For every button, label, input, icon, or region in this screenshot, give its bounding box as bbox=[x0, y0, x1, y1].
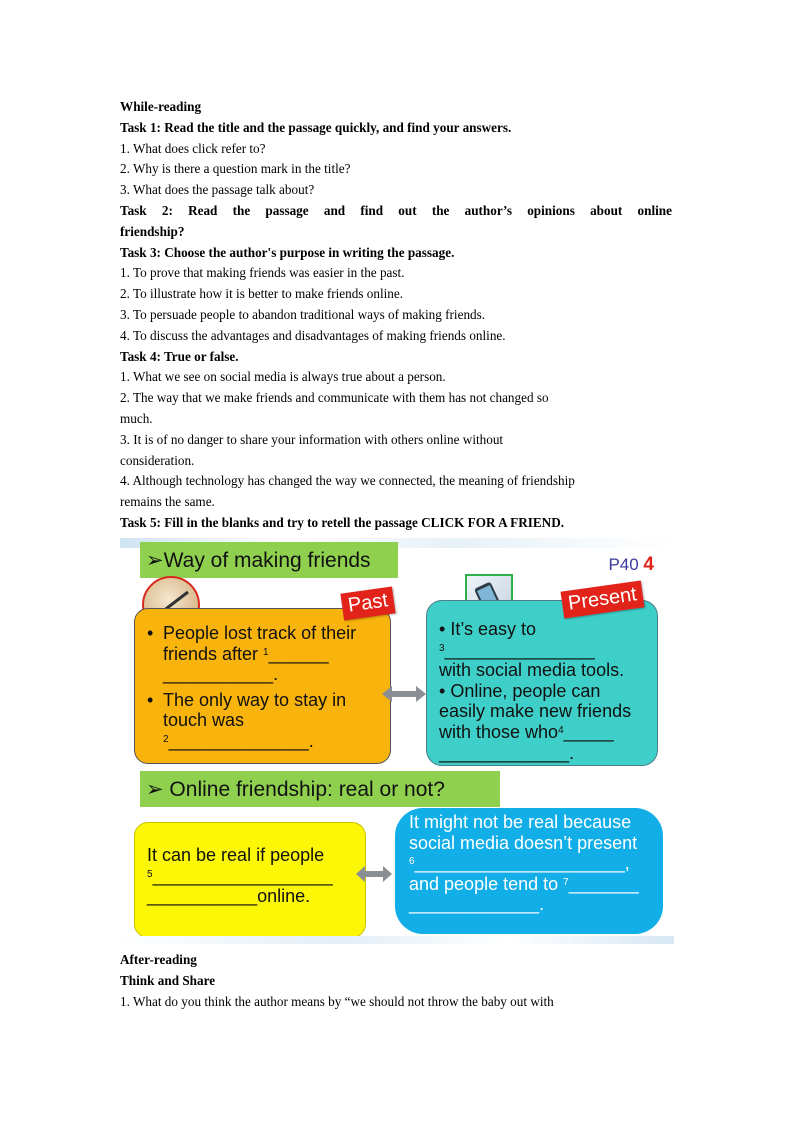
task4-item: 2. The way that we make friends and communicate with them has not changed so bbox=[120, 390, 549, 406]
present-box bbox=[426, 600, 658, 766]
task3-item: 4. To discuss the advantages and disadvantages of making friends online. bbox=[120, 327, 506, 343]
way-of-making-friends-heading: ➢Way of making friends bbox=[140, 542, 398, 578]
task4-item: consideration. bbox=[120, 452, 195, 468]
task3-title: Task 3: Choose the author's purpose in writing the passage. bbox=[120, 244, 455, 260]
present-bullet-1: • It’s easy to $^3$_______________ with social media tools. bbox=[439, 619, 625, 681]
slide-decoration bbox=[120, 936, 674, 944]
task4-item: much. bbox=[120, 410, 153, 426]
real-box: It can be real if people $^5$__________________ ___________online. bbox=[134, 822, 366, 938]
past-tag: Past bbox=[340, 587, 395, 621]
task5-title: Task 5: Fill in the blanks and try to retell the passage CLICK FOR A FRIEND. bbox=[120, 514, 565, 530]
task1-item: 2. Why is there a question mark in the title? bbox=[120, 161, 351, 177]
page-reference: P40 4 bbox=[608, 554, 654, 575]
task1-title: Task 1: Read the title and the passage quickly, and find your answers. bbox=[120, 119, 512, 135]
past-bullet-1: • People lost track of their friends after $^1$______ ___________. bbox=[147, 623, 357, 685]
present-tag: Present bbox=[561, 580, 645, 618]
task4-item: remains the same. bbox=[120, 494, 215, 510]
task4-title: Task 4: True or false. bbox=[120, 348, 239, 364]
task2-title-line1: Task 2: Read the passage and find out the author’s opinions about online bbox=[120, 202, 672, 218]
task3-item: 3. To persuade people to abandon traditional ways of making friends. bbox=[120, 306, 486, 322]
after-reading-question: 1. What do you think the author means by “we should not throw the baby out with bbox=[120, 993, 554, 1009]
while-reading-heading: While-reading bbox=[120, 99, 202, 114]
double-arrow-icon bbox=[382, 684, 426, 704]
double-arrow-icon bbox=[356, 864, 392, 884]
task4-item: 3. It is of no danger to share your information with others online without bbox=[120, 431, 504, 447]
task4-item: 4. Although technology has changed the way we connected, the meaning of friendship bbox=[120, 473, 575, 489]
not-real-box: It might not be real because social media doesn’t present $^6$_____________________, and people tend to $^7$_______ _____________. bbox=[395, 808, 663, 934]
present-bullet-2: • Online, people can easily make new friends with those who$^4$_____ _____________. bbox=[439, 680, 632, 763]
task1-item: 3. What does the passage talk about? bbox=[120, 182, 315, 198]
think-share-heading: Think and Share bbox=[120, 972, 216, 988]
task2-title-line2: friendship? bbox=[120, 223, 185, 239]
after-reading-section bbox=[120, 950, 672, 1012]
slide-image bbox=[120, 538, 674, 944]
task3-item: 2. To illustrate how it is better to make friends online. bbox=[120, 286, 404, 302]
past-bullet-2: • The only way to stay in touch was $^2$______________. bbox=[147, 689, 347, 751]
past-box bbox=[134, 608, 391, 764]
online-friendship-heading: ➢ Online friendship: real or not? bbox=[140, 771, 500, 807]
task3-item: 1. To prove that making friends was easier in the past. bbox=[120, 265, 405, 281]
document-body bbox=[120, 97, 672, 534]
task1-item: 1. What does click refer to? bbox=[120, 140, 266, 156]
task4-item: 1. What we see on social media is always true about a person. bbox=[120, 369, 446, 385]
after-reading-heading: After-reading bbox=[120, 952, 197, 967]
